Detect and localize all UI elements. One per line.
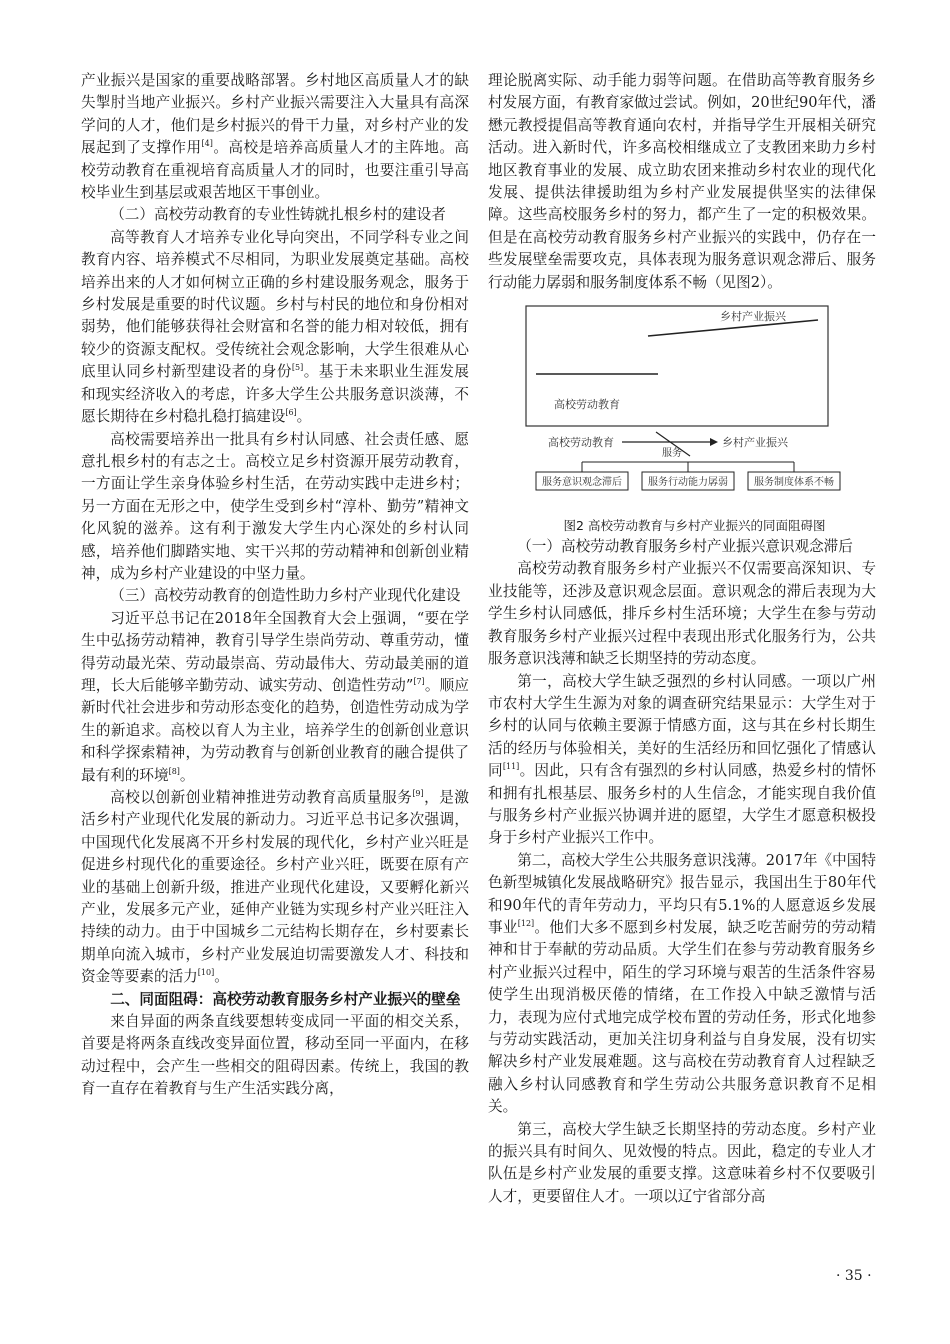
paragraph-8: 第二，高校大学生公共服务意识浅薄。2017年《中国特色新型城镇化发展战略研究》报告显示，我国出生于80年代和90年代的青年劳动力，平均只有5.1%的人愿意返乡发展事业[12]。他们大多不愿到乡村发展，缺乏吃苦耐劳的劳动精神和甘于奉献的劳动品质。大学生们在参与劳动教育服务乡村产业振兴过程中，陌生的学习环境与艰苦的生活条件容易使学生出现消极厌倦的情绪，在工作投入中缺乏激情与活力，表现为应付式地完成学校布置的劳动任务，形式化地参与劳动实践活动，更加关注切身利益与自身发展，没有切实解决乡村产业发展难题。这与高校在劳动教育育人过程缺乏融入乡村认同感教育和学生劳动公共服务意识教育不足相关。 (488, 851, 876, 1116)
paragraph-5: 理论脱离实际、动手能力弱等问题。在借助高等教育服务乡村发展方面，有教育家做过尝试。例如，20世纪90年代，潘懋元教授提倡高等教育通向农村，并指导学生开展相关研究活动。进入新时代，许多高校相继成立了支教团来助力乡村地区教育事业的发展、成立助农团来推动乡村农业的现代化发展、提供法律援助组为乡村产业发展提供坚实的法律保障。这些高校服务乡村的努力，都产生了一定的积极效果。但是在高校劳动教育服务乡村产业振兴的实践中，仍存在一些发展壁垒需要攻克，具体表现为服务意识观念滞后、服务行动能力孱弱和服务制度体系不畅（见图2）。 (488, 72, 876, 291)
obstacle-box-3-label: 服务制度体系不畅 (754, 477, 834, 489)
paragraph-9: 第三，高校大学生缺乏长期坚持的劳动态度。乡村产业的振兴具有时间久、见效慢的特点。因此，稳定的专业人才队伍是乡村产业发展的重要支撑。这意味着乡村不仅要吸引人才，更要留住人才。一项以辽宁省部分高 (488, 1120, 876, 1205)
flow-left-label: 高校劳动教育 (548, 436, 614, 450)
figure-2-diagram (488, 302, 876, 514)
paragraph-2a: 高等教育人才培养专业化导向突出，不同学科专业之间教育内容、培养模式不尽相同，为职业发展奠定基础。高校培养出来的人才如何树立正确的乡村建设服务观念，服务于乡村发展是重要的时代议题。乡村与村民的地位和身份相对弱势，他们能够获得社会财富和名誉的能力相对较低，拥有较少的资源支配权。受传统社会观念影响，大学生很难从心底里认同乡村新型建设者的身份[5]。基于未来职业生涯发展和现实经济收入的考虑，许多大学生公共服务意识淡薄，不愿长期待在乡村稳扎稳打搞建设[6]。 (81, 228, 469, 426)
right-column (488, 70, 876, 1208)
paragraph-1: 产业振兴是国家的重要战略部署。乡村地区高质量人才的缺失掣肘当地产业振兴。乡村产业振兴需要注入大量具有高深学问的人才，他们是乡村振兴的骨干力量，对乡村产业的发展起到了支撑作用[4]。高校是培养高质量人才的主阵地。高校劳动教育在重视培育高质量人才的同时，也要注重引导高校毕业生到基层或艰苦地区干事创业。 (81, 72, 469, 202)
paragraph-3b: 高校以创新创业精神推进劳动教育高质量服务[9]，是激活乡村产业现代化发展的新动力。习近平总书记多次强调，中国现代化发展离不开乡村发展的现代化，乡村产业兴旺是促进乡村现代化的重要途径。乡村产业兴旺，既要在原有产业的基础上创新升级，推进产业现代化建设，又要孵化新兴产业，发展多元产业，延伸产业链为实现乡村产业兴旺注入持续的动力。由于中国城乡二元结构长期存在，乡村要素长期单向流入城市，乡村产业发展迫切需要激发人才、科技和资金等要素的活力[10]。 (81, 789, 469, 986)
flow-arrow-head (710, 438, 718, 446)
flow-right-label: 乡村产业振兴 (722, 436, 788, 450)
subheading-2: （二）高校劳动教育的专业性铸就扎根乡村的建设者 (110, 206, 446, 224)
paragraph-2b: 高校需要培养出一批具有乡村认同感、社会责任感、愿意扎根乡村的有志之士。高校立足乡村资源开展劳动教育，一方面让学生亲身体验乡村生活，在劳动实践中走进乡村；另一方面在无形之中，使学生受到乡村“淳朴、勤劳”精神文化风貌的滋养。这有利于激发大学生内心深处的乡村认同感，培养他们脚踏实地、实干兴邦的劳动精神和创新创业精神，成为乡村产业建设的中坚力量。 (81, 430, 469, 582)
rural-industry-line-label: 乡村产业振兴 (720, 310, 786, 324)
flow-mid-label: 服务 (662, 448, 682, 460)
paragraph-7: 第一，高校大学生缺乏强烈的乡村认同感。一项以广州市农村大学生生源为对象的调查研究结果显示：大学生对于乡村的认同与依赖主要源于情感方面，这与其在乡村长期生活的经历与体验相关，美好的生活经历和回忆强化了情感认同[11]。因此，只有含有强烈的乡村认同感，热爱乡村的情怀和拥有扎根基层、服务乡村的人生信念，才能实现自我价值与服务乡村产业振兴协调并进的愿望，大学生才愿意积极投身于乡村产业振兴工作中。 (488, 672, 876, 847)
obstacle-box-1-label: 服务意识观念滞后 (542, 477, 622, 489)
obstacle-box-2-label: 服务行动能力孱弱 (648, 477, 728, 489)
labor-education-line-label: 高校劳动教育 (554, 398, 620, 412)
paragraph-4: 来自异面的两条直线要想转变成同一平面的相交关系，首要是将两条直线改变异面位置，移动至同一平面内，在移动过程中，会产生一些相交的阻碍因素。传统上，我国的教育一直存在着教育与生产生活实践分离， (81, 1013, 469, 1098)
paragraph-6: 高校劳动教育服务乡村产业振兴不仅需要高深知识、专业技能等，还涉及意识观念层面。意识观念的滞后表现为大学生乡村认同感低，排斥乡村生活环境；大学生在参与劳动教育服务乡村产业振兴过程中表现出形式化服务行为，公共服务意识浅薄和缺乏长期坚持的劳动态度。 (488, 560, 876, 668)
figure-2 (488, 302, 876, 514)
subheading-3: （三）高校劳动教育的创造性助力乡村产业现代化建设 (110, 587, 461, 605)
figure-caption: 图2 高校劳动教育与乡村产业振兴的同面阻碍图 (563, 518, 826, 534)
left-column (81, 70, 469, 1101)
paragraph-3a: 习近平总书记在2018年全国教育大会上强调，“要在学生中弘扬劳动精神，教育引导学生崇尚劳动、尊重劳动，懂得劳动最光荣、劳动最崇高、劳动最伟大、劳动最美丽的道理，长大后能够辛勤劳动、诚实劳动、创造性劳动”[7]。顺应新时代社会进步和劳动形态变化的趋势，创造性劳动成为学生的新追求。高校以育人为主业，培养学生的创新创业意识和科学探索精神，为劳动教育与创新创业教育的融合提供了最有利的环境[8]。 (81, 609, 469, 784)
subheading-r1: （一）高校劳动教育服务乡村产业振兴意识观念滞后 (517, 538, 853, 556)
page-number: · 35 · (836, 1268, 872, 1284)
section-heading-2: 二、同面阻碍：高校劳动教育服务乡村产业振兴的壁垒 (110, 990, 461, 1008)
